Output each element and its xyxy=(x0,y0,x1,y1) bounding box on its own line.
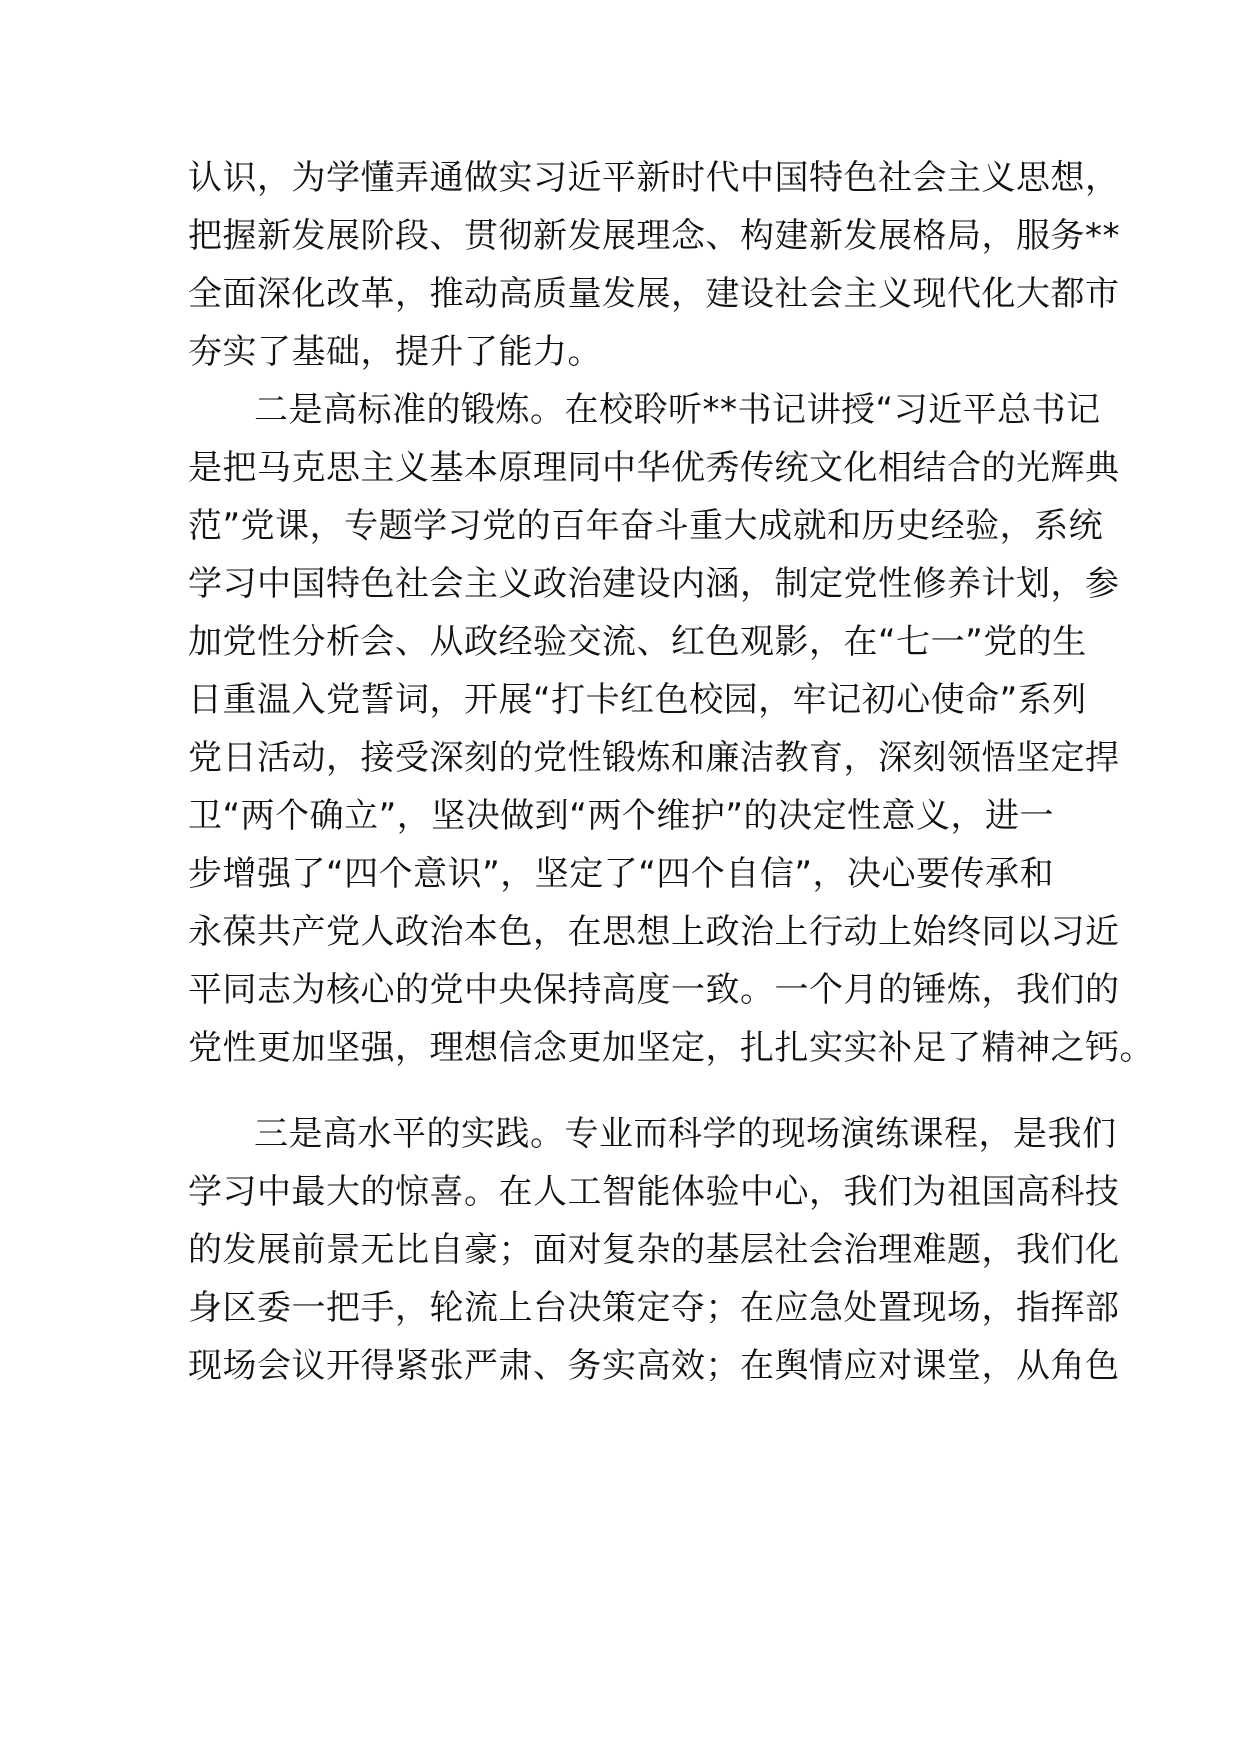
text-line: 夯实了基础，提升了能力。 xyxy=(188,332,602,372)
text-line: 把握新发展阶段、贯彻新发展理念、构建新发展格局，服务** xyxy=(188,216,1120,256)
text-line: 现场会议开得紧张严肃、务实高效；在舆情应对课堂，从角色 xyxy=(188,1346,1120,1386)
text-line: 卫“两个确立”，坚决做到“两个维护”的决定性意义，进一 xyxy=(188,796,1054,836)
text-line: 是把马克思主义基本原理同中华优秀传统文化相结合的光辉典 xyxy=(188,448,1120,488)
paragraph-start-line: 三是高水平的实践。专业而科学的现场演练课程，是我们 xyxy=(254,1114,1117,1154)
text-line: 全面深化改革，推动高质量发展，建设社会主义现代化大都市 xyxy=(188,274,1120,314)
text-line: 平同志为核心的党中央保持高度一致。一个月的锤炼，我们的 xyxy=(188,970,1120,1010)
text-line: 范”党课，专题学习党的百年奋斗重大成就和历史经验，系统 xyxy=(188,506,1104,546)
text-line: 党日活动，接受深刻的党性锻炼和廉洁教育，深刻领悟坚定捍 xyxy=(188,738,1120,778)
text-line: 党性更加坚强，理想信念更加坚定，扎扎实实补足了精神之钙。 xyxy=(188,1028,1154,1068)
text-line: 永葆共产党人政治本色，在思想上政治上行动上始终同以习近 xyxy=(188,912,1120,952)
text-line: 身区委一把手，轮流上台决策定夺；在应急处置现场，指挥部 xyxy=(188,1288,1120,1328)
text-line: 加党性分析会、从政经验交流、红色观影，在“七一”党的生 xyxy=(188,622,1087,662)
paragraph-start-line: 二是高标准的锻炼。在校聆听**书记讲授“习近平总书记 xyxy=(254,390,1101,430)
text-line: 的发展前景无比自豪；面对复杂的基层社会治理难题，我们化 xyxy=(188,1230,1120,1270)
text-line: 学习中国特色社会主义政治建设内涵，制定党性修养计划，参 xyxy=(188,564,1120,604)
text-line: 认识，为学懂弄通做实习近平新时代中国特色社会主义思想， xyxy=(188,158,1120,198)
text-line: 步增强了“四个意识”，坚定了“四个自信”，决心要传承和 xyxy=(188,854,1054,894)
text-line: 日重温入党誓词，开展“打卡红色校园，牢记初心使命”系列 xyxy=(188,680,1087,720)
text-line: 学习中最大的惊喜。在人工智能体验中心，我们为祖国高科技 xyxy=(188,1172,1120,1212)
